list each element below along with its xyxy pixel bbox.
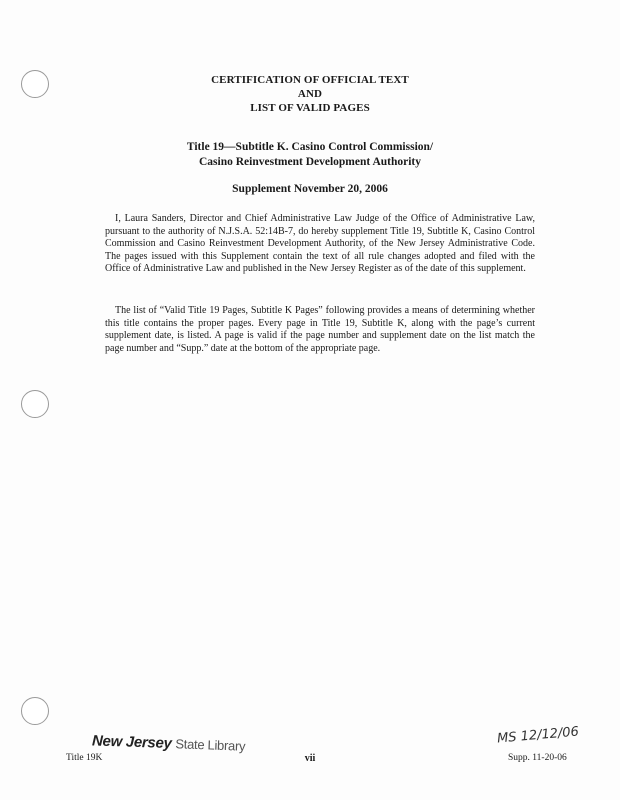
stamp-rest-text: State Library — [175, 736, 246, 754]
certification-paragraph: I, Laura Sanders, Director and Chief Administrative Law Judge of the Office of Administrative Law, pursuant to the authority of N.J.S.A. 52:14B-7, do hereby supplement Title 19, Subtitle K, Casino Control Commission and Casino Reinvestment Development Authority, of the New Jersey Administrative Code. The pages issued with this Supplement contain the text of all rule changes adopted and filed with the Office of Administrative Law and published in the New Jersey Register as of the date of this supplement. — [105, 213, 535, 275]
header-line-1: CERTIFICATION OF OFFICIAL TEXT — [211, 74, 409, 86]
header-line-3: LIST OF VALID PAGES — [250, 102, 370, 114]
stamp-main-text: New Jersey — [91, 732, 172, 753]
footer-title: Title 19K — [66, 753, 103, 763]
subtitle-line-1: Title 19—Subtitle K. Casino Control Commission/ — [186, 141, 434, 153]
valid-pages-paragraph: The list of “Valid Title 19 Pages, Subtitle K Pages” following provides a means of determining whether this title contains the proper pages. Every page in Title 19, Subtitle K, along with the page’s current supplement date, is listed. A page is valid if the page number and supplement date on the list match the page number and “Supp.” date at the bottom of the appropriate page. — [105, 305, 535, 354]
header-line-2: AND — [297, 88, 323, 100]
subtitle-line-2: Casino Reinvestment Development Authority — [199, 156, 421, 168]
certification-header — [0, 73, 620, 115]
punch-hole-bottom — [21, 697, 49, 725]
handwritten-note: MS 12/12/06 — [496, 724, 580, 747]
library-stamp — [92, 732, 246, 754]
supplement-date: Supplement November 20, 2006 — [232, 183, 388, 195]
footer-supplement: Supp. 11-20-06 — [508, 753, 567, 763]
page-number: vii — [304, 753, 316, 764]
punch-hole-middle — [21, 390, 49, 418]
title-subtitle — [0, 140, 620, 170]
